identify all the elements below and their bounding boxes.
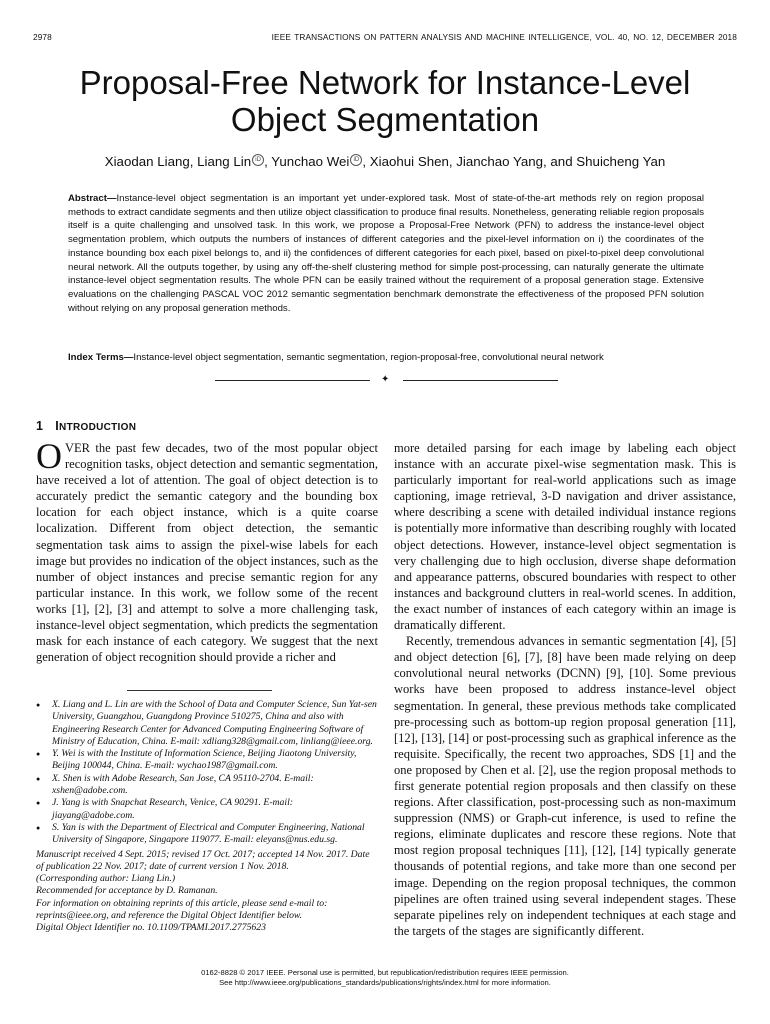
footnotes xyxy=(36,699,378,935)
footnote-affiliation xyxy=(36,748,378,773)
abstract-dash: — xyxy=(106,193,117,204)
intro-paragraph-1 xyxy=(36,436,378,665)
footnote-affiliation xyxy=(36,822,378,847)
first-word-rest: VER xyxy=(65,441,90,455)
right-column xyxy=(394,440,736,939)
reprints-info: For information on obtaining reprints of this article, please send e-mail to: reprints@ieee.org, and reference the Digital Object Identifier below. xyxy=(36,897,328,922)
manuscript-info xyxy=(36,849,378,935)
divider-line-left xyxy=(215,380,370,381)
index-terms-text: Instance-level object segmentation, semantic segmentation, region-proposal-free, convolutional neural network xyxy=(133,352,604,363)
left-column xyxy=(36,436,378,665)
abstract xyxy=(68,192,704,315)
doi: Digital Object Identifier no. 10.1109/TPAMI.2017.2775623 xyxy=(36,922,266,934)
footnote-text: Y. Wei is with the Institute of Information Science, Beijing Jiaotong University, Beijing 100044, China. E-mail: wychao1987@gmail.com. xyxy=(52,748,357,772)
footnote-rule xyxy=(127,690,272,691)
index-terms-dash: — xyxy=(123,352,134,363)
divider-line-right xyxy=(403,380,558,381)
abstract-label: Abstract xyxy=(68,193,107,204)
recommended-by: Recommended for acceptance by D. Ramanan. xyxy=(36,885,218,897)
orcid-icon[interactable]: iD xyxy=(252,154,264,166)
intro-paragraph-1-text: the past few decades, two of the most popular object recognition tasks, object detection and semantic segmentation, have received a lot of attention. The goal of object detection is to accurately predict the semantic category and the bounding box location for each object instance, which is a quite coarse localization. Different from object detection, the semantic segmentation task aims to assign the pixel-wise labels for each image but provides no indication of the object instances, such as the number of object instances and precise semantic region for any particular instance. In this work, we follow some of the recent works [1], [2], [3] and attempt to solve a more challenging task, instance-level object segmentation, which predicts the segmentation mask for each instance of each category. We suggest that the next generation of object recognition should provide a richer and xyxy=(36,441,378,665)
authors-part-3: , Xiaohui Shen, Jianchao Yang, and Shuicheng Yan xyxy=(362,154,666,169)
footnote-affiliation xyxy=(36,797,378,822)
divider-diamond-icon: ✦ xyxy=(381,374,390,385)
abstract-text: Instance-level object segmentation is an important yet under-explored task. Most of state-of-the-art methods rely on region proposal methods to extract candidate segments and then utilize object classification to produce final results. Nonetheless, generating reliable region proposals itself is a quite challenging and unsolved task. In this work, we propose a Proposal-Free Network (PFN) to address the instance-level object segmentation problem, which outputs the numbers of instances of different categories and the pixel-level information on i) the coordinates of the instance bounding box each pixel belongs to, and ii) the confidences of different categories for each pixel, based on pixel-to-pixel deep convolutional neural network. All the outputs together, by using any off-the-shelf clustering method for simple post-processing, can naturally generate the ultimate instance-level object segmentation results. The whole PFN can be easily trained without the requirement of a proposal generation stage. Extensive evaluations on the challenging PASCAL VOC 2012 semantic segmentation benchmark demonstrate the effectiveness of the proposed PFN solution without relying on any proposal generation methods. xyxy=(68,193,704,314)
authors-part-2: , Yunchao Wei xyxy=(264,154,350,169)
footnote-text: S. Yan is with the Department of Electrical and Computer Engineering, National University of Singapore, Singapore 119077. E-mail: eleyans@nus.edu.sg. xyxy=(52,821,365,846)
footnote-text: X. Shen is with Adobe Research, San Jose, CA 95110-2704. E-mail: xshen@adobe.com. xyxy=(52,772,314,797)
bullet-icon: ● xyxy=(36,701,41,709)
manuscript-dates: Manuscript received 4 Sept. 2015; revised 17 Oct. 2017; accepted 14 Nov. 2017. Date of publication 22 Nov. 2017; date of current version 1 Nov. 2018. xyxy=(36,848,370,872)
copyright-line-1: 0162-8828 © 2017 IEEE. Personal use is permitted, but republication/redistribution requires IEEE permission. xyxy=(201,968,569,977)
paper-title xyxy=(30,64,740,138)
copyright-footer xyxy=(30,968,740,987)
footnote-affiliation xyxy=(36,699,378,748)
section-number: 1 xyxy=(36,419,44,433)
section-title-rest: NTRODUCTION xyxy=(59,422,137,433)
intro-paragraph-3: Recently, tremendous advances in semantic segmentation [4], [5] and object detection [6], [7], [8] have been made relying on deep convolutional neural networks (DCNN) [9], [10]. Some previous works have been proposed to address instance-level object segmentation. In general, these previous methods take complicated pre-processing such as bottom-up region proposal generation [11], [12], [13], [14] or post-processing such as graphical inference as the requisite. Specifically, the recent two approaches, SDS [1] and the one proposed by Chen et al. [2], use the region proposal methods to first generate potential region proposals and then classify on these regions. After classification, post-processing such as non-maximum suppression (NMS) or Graph-cut inference, is used to refine the regions, eliminate duplicates and rescore these regions. Note that most region proposal techniques [11], [12], [14] typically generate thousands of potential regions, and take more than one second per image. Depending on the region proposal techniques, the common pipelines are often trained using several independent stages. These separate pipelines rely on independent techniques at each stage and the targets of the stages are significantly different. xyxy=(394,634,736,938)
index-terms xyxy=(68,351,704,364)
running-header xyxy=(33,32,737,44)
index-terms-label: Index Terms xyxy=(68,352,124,363)
footnote-affiliation xyxy=(36,773,378,798)
bullet-icon: ● xyxy=(36,823,41,832)
dropcap: O xyxy=(36,436,62,476)
corresponding-author: (Corresponding author: Liang Lin.) xyxy=(36,873,176,885)
bullet-icon: ● xyxy=(36,799,41,808)
title-line-1: Proposal-Free Network for Instance-Level xyxy=(79,64,691,101)
title-line-2: Object Segmentation xyxy=(230,101,540,138)
bullet-icon: ● xyxy=(36,750,41,759)
copyright-line-2: See http://www.ieee.org/publications_standards/publications/rights/index.html for more information. xyxy=(219,977,551,987)
authors-part-1: Xiaodan Liang, Liang Lin xyxy=(104,154,252,169)
intro-paragraph-2: more detailed parsing for each image by labeling each object instance with an accurate pixel-wise segmentation mask. This is particularly important for real-world applications such as image captioning, image retrieval, 3-D navigation and driver assistance, where describing a scene with detailed individual instance regions is potentially more informative than describing roughly with located object detections. However, instance-level object segmentation is very challenging due to high occlusion, diverse shape deformation and appearance patterns, obscured boundaries with respect to other instances and background clutters in real-world scenes. In addition, the exact number of instances of each category within an image is dramatically different. xyxy=(394,441,736,633)
section-heading xyxy=(36,419,136,433)
bullet-icon: ● xyxy=(36,774,41,783)
footnote-text: J. Yang is with Snapchat Research, Venice, CA 90291. E-mail: jiayang@adobe.com. xyxy=(52,797,293,821)
page-number: 2978 xyxy=(33,32,52,42)
orcid-icon[interactable]: iD xyxy=(350,154,362,166)
section-divider xyxy=(215,374,558,385)
section-title-first: I xyxy=(55,419,60,433)
author-list xyxy=(30,154,740,169)
footnote-text: X. Liang and L. Lin are with the School of Data and Computer Science, Sun Yat-sen University, Guangzhou, Guangdong Province 510275, China and also with Engineering Research Center for Advanced Computing Engineering Software of Ministry of Education, China. E-mail: xdliang328@gmail.com, linliang@ieee.org. xyxy=(52,699,377,747)
journal-name: IEEE TRANSACTIONS ON PATTERN ANALYSIS AND MACHINE INTELLIGENCE, VOL. 40, NO. 12, DECEMBER 2018 xyxy=(271,32,737,42)
